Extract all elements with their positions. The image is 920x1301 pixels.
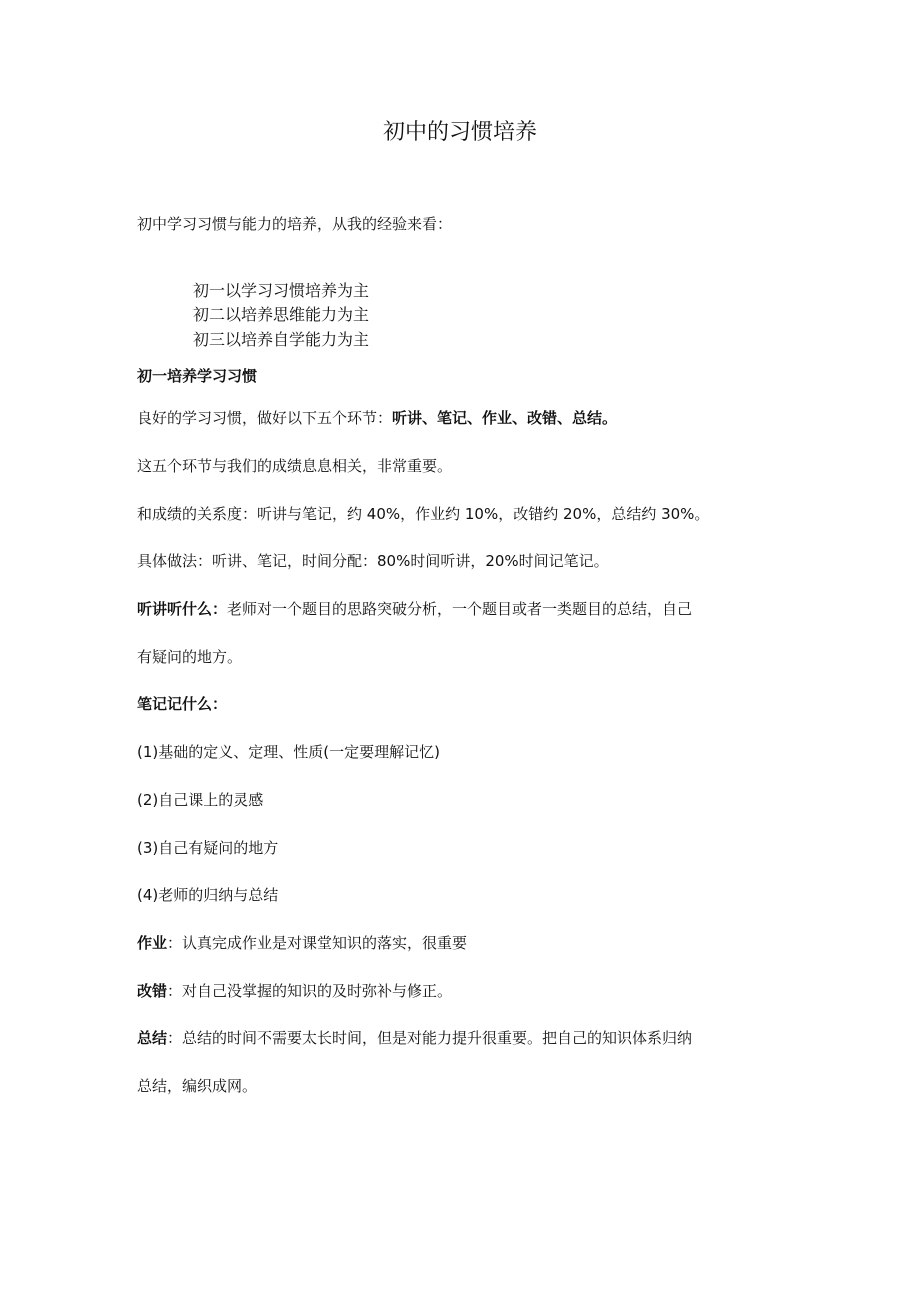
listen-text-continued: 有疑问的地方。 xyxy=(137,648,243,666)
five-steps-bold: 听讲、笔记、作业、改错、总结。 xyxy=(392,409,618,427)
correction-label: 改错 xyxy=(137,982,168,1000)
paragraph-weights: 和成绩的关系度：听讲与笔记，约 40%，作业约 10%，改错约 20%，总结约 30%。 xyxy=(137,505,710,523)
grade-2-text: 初二以培养思维能力为主 xyxy=(193,305,370,324)
paragraph-correction xyxy=(137,979,452,1003)
summary-label: 总结 xyxy=(137,1029,168,1047)
listen-text: 老师对一个题目的思路突破分析，一个题目或者一类题目的总结，自己 xyxy=(227,600,693,618)
paragraph-five-steps-text: 良好的学习习惯，做好以下五个环节： xyxy=(137,409,393,427)
listen-label: 听讲听什么： xyxy=(137,600,228,618)
section-heading: 初一培养学习习惯 xyxy=(137,367,258,385)
grade-1-text: 初一以学习习惯培养为主 xyxy=(193,281,370,300)
paragraph-listen xyxy=(137,597,692,621)
notes-item-2: (2)自己课上的灵感 xyxy=(137,791,264,809)
homework-text: ：认真完成作业是对课堂知识的落实，很重要 xyxy=(167,934,468,952)
grade-3-text: 初三以培养自学能力为主 xyxy=(193,330,370,349)
paragraph-method: 具体做法：听讲、笔记，时间分配：80%时间听讲，20%时间记笔记。 xyxy=(137,552,609,570)
paragraph-importance: 这五个环节与我们的成绩息息相关，非常重要。 xyxy=(137,457,453,475)
homework-label: 作业 xyxy=(137,934,168,952)
notes-heading: 笔记记什么： xyxy=(137,695,228,713)
notes-item-4: (4)老师的归纳与总结 xyxy=(137,886,279,904)
correction-text: ：对自己没掌握的知识的及时弥补与修正。 xyxy=(167,982,453,1000)
summary-text-continued: 总结，编织成网。 xyxy=(137,1077,258,1095)
notes-item-3: (3)自己有疑问的地方 xyxy=(137,839,279,857)
paragraph-homework xyxy=(137,931,467,955)
paragraph-summary xyxy=(137,1026,692,1050)
paragraph-five-steps xyxy=(137,406,617,430)
page-title: 初中的习惯培养 xyxy=(382,120,537,145)
intro-text: 初中学习习惯与能力的培养，从我的经验来看： xyxy=(137,215,453,233)
notes-item-1: (1)基础的定义、定理、性质(一定要理解记忆) xyxy=(137,743,440,761)
summary-text: ：总结的时间不需要太长时间，但是对能力提升很重要。把自己的知识体系归纳 xyxy=(167,1029,693,1047)
